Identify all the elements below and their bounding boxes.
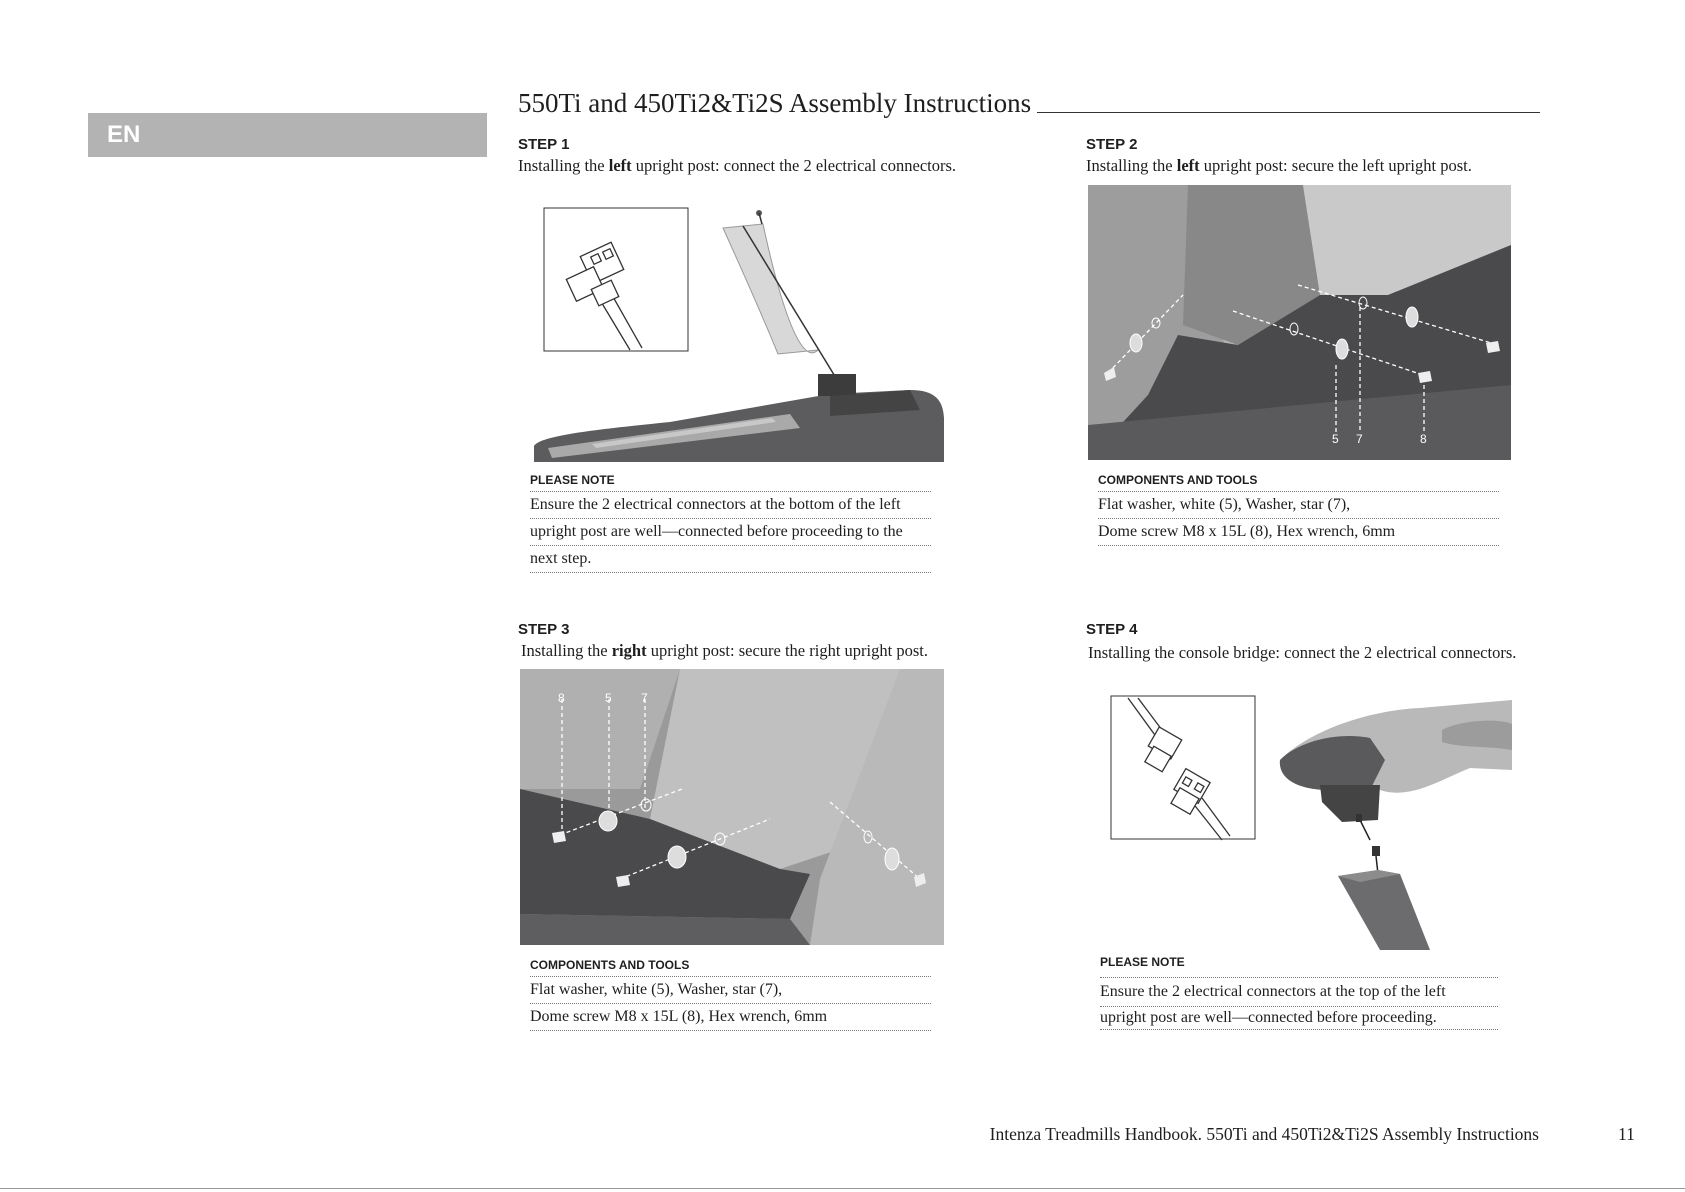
step-4-note	[1100, 954, 1498, 1030]
step-3-illustration	[520, 669, 944, 945]
step-2-label: STEP 2	[1086, 136, 1138, 153]
step-3-note	[530, 957, 931, 1031]
step-2-note	[1098, 472, 1499, 546]
step-3-label: STEP 3	[518, 621, 570, 638]
step-2-note-line: Dome screw M8 x 15L (8), Hex wrench, 6mm	[1098, 519, 1499, 546]
callout-label: 5	[605, 691, 612, 705]
step-1-description: Installing the left upright post: connect the 2 electrical connectors.	[518, 156, 957, 175]
step-4-note-heading: PLEASE NOTE	[1100, 954, 1498, 978]
callout-label: 7	[1356, 432, 1363, 446]
title-text: 550Ti and 450Ti2&Ti2S Assembly Instructions	[518, 88, 1032, 118]
step-4-note-line: upright post are well—connected before proceeding.	[1100, 1007, 1498, 1030]
step-2-illustration	[1088, 185, 1511, 460]
step-1	[518, 136, 956, 176]
step-3-description: Installing the right upright post: secure the right upright post.	[521, 641, 928, 660]
step-1-note-line: upright post are well—connected before proceeding to the	[530, 519, 931, 546]
step-4-description: Installing the console bridge: connect the 2 electrical connectors.	[1088, 643, 1517, 662]
language-tab: EN	[88, 113, 487, 157]
step-1-illustration	[530, 200, 946, 462]
step-1-label: STEP 1	[518, 136, 570, 153]
step-1-note-heading: PLEASE NOTE	[530, 472, 931, 492]
page-footer: Intenza Treadmills Handbook. 550Ti and 450Ti2&Ti2S Assembly Instructions	[989, 1124, 1539, 1144]
step-1-note	[530, 472, 931, 573]
bottom-rule	[0, 1188, 1685, 1189]
step-1-note-line: next step.	[530, 546, 931, 573]
step-3	[518, 621, 928, 661]
step-3-note-line: Flat washer, white (5), Washer, star (7),	[530, 977, 931, 1004]
step-2-note-heading: COMPONENTS AND TOOLS	[1098, 472, 1499, 492]
step-2-description: Installing the left upright post: secure the left upright post.	[1086, 156, 1472, 175]
document-title	[518, 88, 1540, 118]
callout-label: 7	[641, 691, 648, 705]
step-4-illustration	[1110, 690, 1512, 950]
step-4-note-line: Ensure the 2 electrical connectors at the top of the left	[1100, 978, 1498, 1007]
page-number: 11	[1618, 1124, 1635, 1144]
callout-label: 5	[1332, 432, 1339, 446]
callout-label: 8	[1420, 432, 1427, 446]
step-4-label: STEP 4	[1086, 621, 1138, 638]
step-2-note-line: Flat washer, white (5), Washer, star (7),	[1098, 492, 1499, 519]
step-3-note-heading: COMPONENTS AND TOOLS	[530, 957, 931, 977]
step-4	[1086, 621, 1516, 663]
step-2	[1086, 136, 1472, 176]
step-3-note-line: Dome screw M8 x 15L (8), Hex wrench, 6mm	[530, 1004, 931, 1031]
callout-label: 8	[558, 691, 565, 705]
title-rule	[1037, 112, 1540, 113]
step-1-note-line: Ensure the 2 electrical connectors at the bottom of the left	[530, 492, 931, 519]
